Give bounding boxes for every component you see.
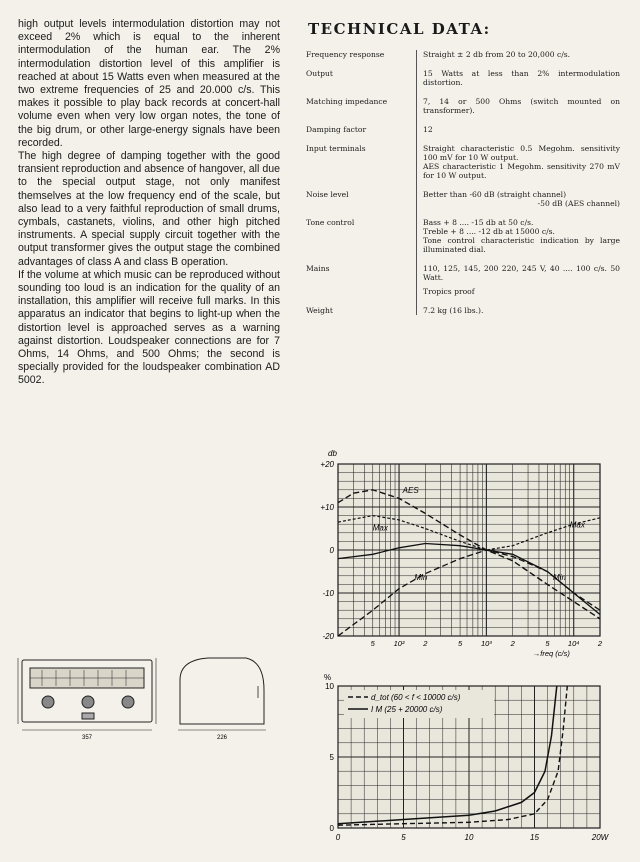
knob-1 <box>42 696 54 708</box>
chart1-ylabel: db <box>328 449 337 458</box>
spec-row-damping <box>306 125 620 144</box>
amplifier-drawing <box>8 640 298 740</box>
chart2-x-tick: 0 <box>335 833 341 842</box>
frequency-response-chart <box>300 440 616 668</box>
side-dimension-label: 226 <box>216 735 228 740</box>
chart1-x-tick: 10² <box>393 639 405 648</box>
spec-row-weight <box>306 306 620 315</box>
chart2-y-tick: 5 <box>329 753 334 762</box>
spec-row-mains <box>306 264 620 306</box>
chart2-x-tick: 5 <box>401 833 406 842</box>
chart1-y-tick: 0 <box>329 546 334 555</box>
chart1-annotation: AES <box>402 486 419 496</box>
chart1-y-tick: +10 <box>320 503 334 512</box>
spec-value: 7.2 kg (16 lbs.). <box>417 306 621 315</box>
side-view-outline <box>180 658 264 724</box>
front-dimension-label: 357 <box>81 735 93 740</box>
chart1-x-tick: 5 <box>545 639 550 648</box>
spec-label: Input terminals <box>306 144 366 153</box>
chart2-x-tick: 10 <box>464 833 474 842</box>
spec-row-tone <box>306 218 620 264</box>
spec-value-2: Treble + 8 .... -12 db at 15000 c/s. <box>423 227 555 236</box>
spec-value-2: AES characteristic 1 Megohm. sensitivity 270 mV for 10 W output. <box>423 162 620 180</box>
spec-row-noise <box>306 190 620 218</box>
technical-data-table <box>306 50 620 315</box>
chart1-x-tick: 2 <box>423 639 428 648</box>
distortion-chart <box>300 666 616 852</box>
chart2-x-tick: 15 <box>530 833 539 842</box>
chart1-x-tick: 5 <box>370 639 375 648</box>
body-text <box>18 18 280 388</box>
chart2-y-tick: 0 <box>329 824 334 833</box>
spec-value: Better than -60 dB (straight channel) <box>423 190 567 199</box>
spec-value: Straight ± 2 db from 20 to 20,000 c/s. <box>417 50 621 69</box>
spec-label: Weight <box>306 306 333 315</box>
chart1-y-tick: -20 <box>322 632 334 641</box>
spec-label: Mains <box>306 264 330 273</box>
chart1-xlabel: →freq (c/s) <box>532 649 570 658</box>
spec-row-impedance <box>306 97 620 125</box>
body-paragraph-2: The high degree of damping together with the good transient reproduction and absence of hangover, all due to the special output stage, not only manifest themselves at the low frequency end of the scale, but also lead to a very faithful reproduction of small drums, cymbals, castanets, violins, and other high pitched instruments. A special supply circuit together with the output transformer gives the output stage the combined advantages of class A and class B operation. <box>18 150 280 268</box>
chart1-x-tick: 2 <box>597 639 603 648</box>
chart1-x-tick: 10³ <box>480 639 492 648</box>
spec-value: 7, 14 or 500 Ohms (switch mounted on transformer). <box>417 97 621 125</box>
knob-2 <box>82 696 94 708</box>
spec-label: Output <box>306 69 333 78</box>
front-view <box>18 658 156 730</box>
chart1-x-tick: 5 <box>458 639 463 648</box>
knob-3 <box>122 696 134 708</box>
chart1-y-tick: +20 <box>320 460 334 469</box>
technical-data-title: TECHNICAL DATA: <box>308 20 491 38</box>
spec-value: 110, 125, 145, 200 220, 245 V, 40 .... 100 c/s. 50 Watt. <box>423 264 620 282</box>
chart1-annotation: Max <box>569 520 585 530</box>
body-paragraph-3: If the volume at which music can be reproduced without sounding too loud is an indication for the quality of an installation, this amplifier will receive full marks. In this apparatus an indicator that begins to light-up when the distortion level is approached serves as a warning against distortion. Loudspeaker connections are for 7 Ohms, 14 Ohms, and 500 Ohms; the second is specially provided for the loudspeaker combination AD 5002. <box>18 268 280 387</box>
spec-row-output <box>306 69 620 97</box>
chart1-x-tick: 10⁴ <box>567 639 580 648</box>
spec-label: Damping factor <box>306 125 367 134</box>
spec-value: 12 <box>417 125 621 144</box>
side-view <box>178 658 266 730</box>
spec-value: Bass + 8 .... -15 db at 50 c/s. <box>423 218 534 227</box>
spec-value-2: Tropics proof <box>423 287 475 296</box>
spec-value-2: -50 dB (AES channel) <box>537 199 620 208</box>
chart1-y-tick: -10 <box>322 589 334 598</box>
spec-value: Straight characteristic 0.5 Megohm. sensitivity 100 mV for 10 W output. <box>423 144 620 162</box>
spec-label: Noise level <box>306 190 349 199</box>
chart1-grid <box>338 464 600 636</box>
spec-row-frequency <box>306 50 620 69</box>
chart2-y-tick: 10 <box>325 682 334 691</box>
chart1-annotation: Min <box>414 573 428 583</box>
spec-label: Tone control <box>306 218 355 227</box>
chart2-x-tick: 20W <box>591 833 609 842</box>
body-paragraph-1: high output levels intermodulation distortion may not exceed 2% which is equal to the inherent intermodulation of the human ear. The 2% intermodulation distortion level of this amplifier is reached at about 15 Watts even when measured at the two extreme frequencies of 25 and 20.000 c/s. This makes it possible to play back records at concert-hall volume even when very low organ notes, the tone of the big drum, or other large-energy signals have been recorded. <box>18 18 280 149</box>
spec-value: 15 Watts at less than 2% intermodulation distortion. <box>417 69 621 97</box>
front-badge <box>82 713 94 719</box>
chart1-annotation: Max <box>372 523 388 533</box>
spec-label: Matching impedance <box>306 97 388 106</box>
chart1-annotation: Min <box>553 573 566 583</box>
chart2-legend-label: I M (25 + 20000 c/s) <box>371 705 443 714</box>
chart2-ylabel: % <box>324 673 332 682</box>
spec-label: Frequency response <box>306 50 385 59</box>
chart2-legend <box>344 690 494 718</box>
chart1-x-tick: 2 <box>510 639 515 648</box>
spec-row-input <box>306 144 620 190</box>
spec-value-3: Tone control characteristic indication by large illuminated dial. <box>423 236 620 254</box>
chart2-legend-label: d_tot (60 < f < 10000 c/s) <box>371 693 461 702</box>
